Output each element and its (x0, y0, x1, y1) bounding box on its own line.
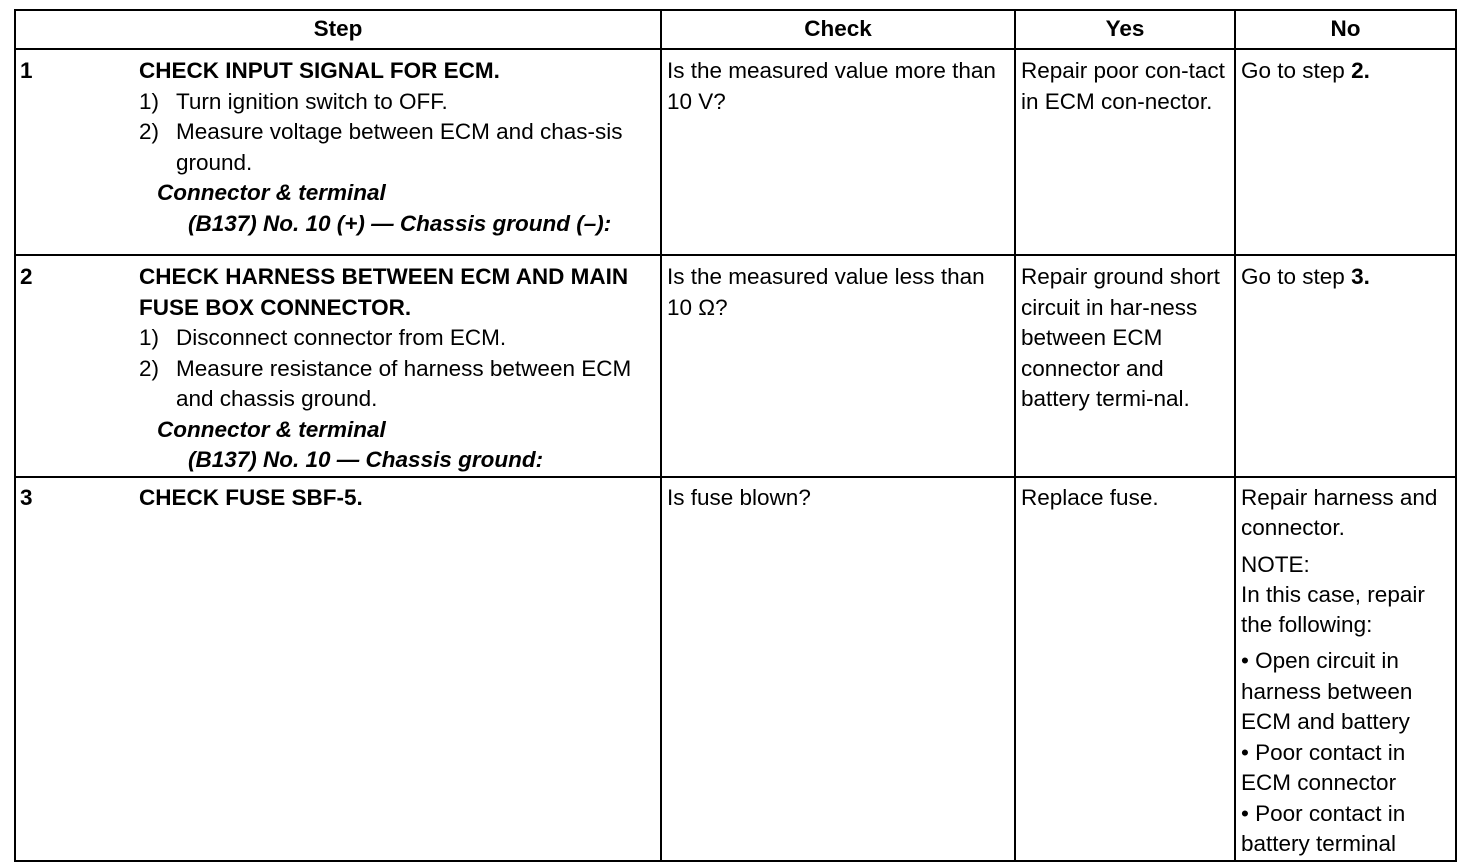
header-no: No (1235, 10, 1456, 49)
list-item: • Poor contact in ECM connector (1241, 739, 1406, 795)
step-cell (15, 477, 661, 861)
step-number: 3 (20, 484, 33, 510)
step-number: 1 (20, 58, 33, 83)
step-cell (15, 49, 661, 255)
connector-label: Connector & terminal (157, 416, 386, 442)
connector-terminal: (B137) No. 10 (+) — Chassis ground (–): (188, 210, 612, 236)
no-step-ref[interactable]: 3. (1351, 264, 1370, 289)
table-row (15, 255, 1456, 477)
step-title: CHECK FUSE SBF-5. (139, 484, 363, 510)
note-text: In this case, repair the following: (1241, 582, 1425, 637)
check-text: Is the measured value more than 10 V? (667, 58, 996, 114)
yes-cell (1015, 255, 1235, 477)
yes-cell (1015, 477, 1235, 861)
step-number: 2 (20, 264, 33, 289)
substep (139, 354, 658, 415)
no-text: Repair harness and connector. (1241, 484, 1438, 540)
check-text: Is fuse blown? (667, 484, 811, 510)
no-cell (1235, 255, 1456, 477)
yes-text: Repair poor con-tact in ECM con-nector. (1021, 58, 1225, 114)
substep-text: Measure voltage between ECM and chas-sis ground. (176, 119, 623, 175)
substep (139, 323, 658, 354)
no-step-ref[interactable]: 2. (1351, 58, 1370, 83)
check-cell (661, 477, 1015, 861)
substep-text: Disconnect connector from ECM. (176, 325, 507, 350)
list-item: • Open circuit in harness between ECM and battery (1241, 648, 1413, 734)
header-row (15, 10, 1456, 49)
check-cell (661, 49, 1015, 255)
no-text (1236, 56, 1455, 87)
yes-text: Repair ground short circuit in har-ness between ECM connector and battery termi-nal. (1021, 264, 1220, 411)
connector-terminal: (B137) No. 10 — Chassis ground: (188, 447, 544, 472)
substep-number: 2) (139, 355, 160, 381)
connector-label: Connector & terminal (157, 180, 386, 205)
table-row (15, 49, 1456, 255)
substep-number: 2) (139, 119, 160, 144)
table-row (15, 477, 1456, 861)
substep-number: 1) (139, 88, 160, 114)
no-cell (1235, 49, 1456, 255)
substep-number: 1) (139, 325, 160, 350)
no-content (1236, 483, 1455, 860)
yes-text: Replace fuse. (1021, 484, 1159, 510)
note-label: NOTE: (1241, 551, 1310, 577)
yes-cell (1015, 49, 1235, 255)
substep (139, 117, 658, 178)
header-check: Check (661, 10, 1015, 49)
no-cell (1235, 477, 1456, 861)
check-cell (661, 255, 1015, 477)
diagnostic-table (14, 9, 1457, 862)
no-prefix: Go to step (1241, 58, 1352, 83)
substep (139, 87, 658, 118)
no-prefix: Go to step (1241, 264, 1352, 289)
step-cell (15, 255, 661, 477)
no-text (1236, 262, 1455, 293)
header-yes: Yes (1015, 10, 1235, 49)
check-text: Is the measured value less than 10 Ω? (667, 264, 985, 320)
header-step: Step (15, 10, 661, 49)
substep-text: Turn ignition switch to OFF. (176, 88, 448, 114)
list-item: • Poor contact in battery terminal (1241, 800, 1406, 856)
substep-text: Measure resistance of harness between ECM and chassis ground. (176, 355, 632, 411)
step-title: CHECK INPUT SIGNAL FOR ECM. (139, 58, 500, 83)
step-title: CHECK HARNESS BETWEEN ECM AND MAIN FUSE BOX CONNECTOR. (139, 264, 629, 320)
